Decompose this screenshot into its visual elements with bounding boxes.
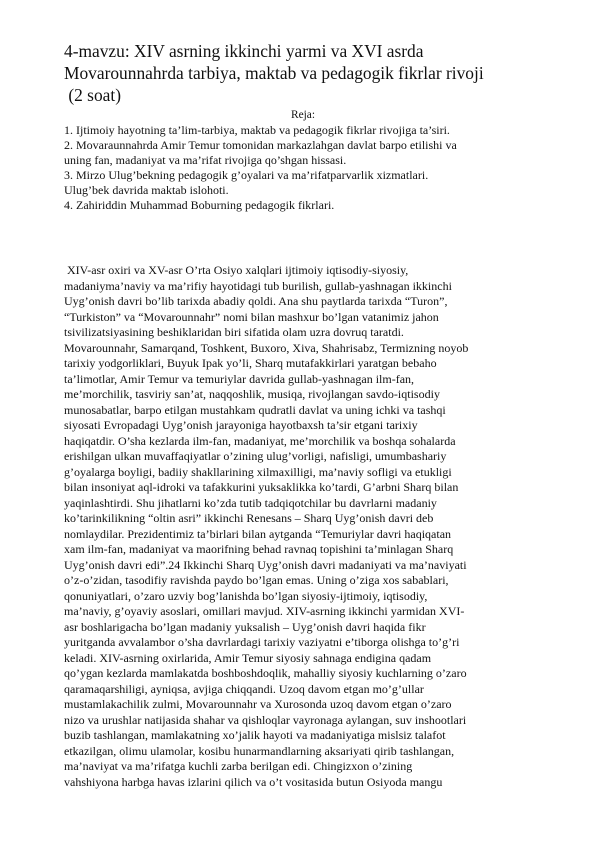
body-line: tsivilizatsiyasining beshiklaridan biri sifatida olam uzra dovruq taratdi. bbox=[64, 325, 404, 339]
body-line: erishilgan ulkan muvaffaqiyatlar o’zining ulug’vorligi, nafisligi, umumbashariy bbox=[64, 449, 447, 463]
body-line: buzib tashlangan, mamlakatning xo’jalik hayoti va madaniyatiga mislsiz talafot bbox=[64, 728, 446, 742]
body-line: vahshiyona harbga havas izlarini qilich va o’t vositasida butun Osiyoda mangu bbox=[64, 774, 443, 789]
body-line: nizo va urushlar natijasida shahar va qishloqlar vayronaga aylangan, suv inshootlari bbox=[64, 712, 467, 727]
title-line-1: 4-mavzu: XIV asrning ikkinchi yarmi va XVI asrda bbox=[64, 41, 424, 61]
body-line: mustamlakachilik zulmi, Movarounnahr va Xurosonda uzoq davom etgan o’zaro bbox=[64, 697, 452, 711]
body-line: nomlaydilar. Prezidentimiz ta’birlari bilan aytganda “Temuriylar davri haqiqatan bbox=[64, 526, 452, 541]
plan-line: uning fan, madaniyat va ma’rifat rivojiga qo’shgan hissasi. bbox=[64, 153, 347, 168]
body-line: Uyg’onish davri bo’lib tarixda abadiy qoldi. Ana shu paytlarda tarixda “Turon”, bbox=[64, 294, 448, 308]
plan-heading: Reja: bbox=[290, 109, 316, 121]
body-line: ta’limotlar, Amir Temur va temuriylar davrida gullab-yashnagan ilm-fan, bbox=[64, 371, 415, 386]
body-line: o’z-o’zidan, tasodifiy ravishda paydo bo’lgan emas. Uning o’ziga xos sabablari, bbox=[64, 573, 449, 587]
body-line: ko’tarinkilikning “oltin asri” ikkinchi Renesans – Sharq Uyg’onish davri deb bbox=[64, 511, 434, 525]
plan-line: 2. Movaraunnahrda Amir Temur tomonidan markazlahgan davlat barpo etilishi va bbox=[64, 138, 457, 153]
title-line-3: (2 soat) bbox=[64, 85, 121, 105]
body-line: haqiqatdir. O’sha kezlarda ilm-fan, madaniyat, me’morchilik va boshqa sohalarda bbox=[64, 433, 456, 448]
body-line: munosabatlar, barpo etilgan mustahkam qudratli davlat va uning ichki va tashqi bbox=[64, 402, 446, 417]
body-line: XIV-asr oxiri va XV-asr O’rta Osiyo xalqlari ijtimoiy iqtisodiy-siyosiy, bbox=[64, 263, 409, 277]
body-line: qonuniyatlari, o’zaro uzviy bog’lanishda bo’lgan siyosiy-ijtimoiy, iqtisodiy, bbox=[64, 588, 428, 603]
body-line: Uyg’onish davri edi”.24 Ikkinchi Sharq Uyg’onish davri madaniyati va ma’naviyati bbox=[64, 557, 467, 572]
body-line: bilan insoniyat aql-idroki va tafakkurini yuksaklikka ko’tardi, G’arbni Sharq bilan bbox=[64, 480, 459, 494]
body-line: etkazilgan, olimu ulamolar, kosibu hunarmandlarning aksariyati qirib tashlangan, bbox=[64, 743, 455, 758]
body-line: g’oyalarga boyligi, badiiy shakllarining xilmaxilligi, ma’naviy sofligi va etukligi bbox=[64, 464, 452, 479]
body-line: yuritganda avvalambor o’sha davrlardagi tarixiy vaziyatni e’tiborga olishga to’g’ri bbox=[64, 635, 460, 649]
plan-line: 4. Zahiriddin Muhammad Boburning pedagogik fikrlari. bbox=[64, 198, 335, 213]
body-line: ma’naviyat va ma’rifatga kuchli zarba berilgan edi. Chingizxon o’zining bbox=[64, 759, 413, 773]
title-line-2: Movarounnahrda tarbiya, maktab va pedagogik fikrlar rivoji bbox=[64, 63, 484, 83]
body-line: tarixiy yodgorliklari, Buyuk Ipak yo’li, Sharq mutafakkirlari yaratgan bebaho bbox=[64, 356, 437, 370]
body-line: xam ilm-fan, madaniyat va maorifning behad ravnaq topishini ta’minlagan Sharq bbox=[64, 542, 454, 556]
body-line: “Turkiston” va “Movarounnahr” nomi bilan mashxur bo’lgan vatanimiz jahon bbox=[64, 309, 439, 324]
body-line: asr boshlarigacha bo’lgan madaniy yuksalish – Uyg’onish davri haqida fikr bbox=[64, 619, 426, 634]
body-line: ma’naviy, g’oyaviy asoslari, omillari mavjud. XIV-asrning ikkinchi yarmidan XVI- bbox=[64, 604, 465, 618]
plan-line: 3. Mirzo Ulug’bekning pedagogik g’oyalari va ma’rifatparvarlik xizmatlari. bbox=[64, 168, 429, 183]
plan-list bbox=[64, 123, 544, 214]
page-title bbox=[64, 40, 544, 106]
plan-line: Ulug’bek davrida maktab islohoti. bbox=[64, 183, 229, 198]
plan-line: 1. Ijtimoiy hayotning ta’lim-tarbiya, maktab va pedagogik fikrlar rivojiga ta’siri. bbox=[64, 123, 450, 137]
body-paragraph bbox=[64, 263, 544, 790]
body-line: siyosati Evropadagi Uyg’onish jarayoniga hayotbaxsh ta’sir etgani tarixiy bbox=[64, 418, 418, 432]
body-line: madaniyma’naviy va ma’rifiy hayotidagi tub burilish, gullab-yashnagan ikkinchi bbox=[64, 278, 452, 293]
body-line: qaramaqarshiligi, ayniqsa, avjiga chiqqandi. Uzoq davom etgan mo’g’ullar bbox=[64, 681, 424, 696]
body-line: me’morchilik, tasviriy san’at, naqqoshlik, musiqa, rivojlangan savdo-iqtisodiy bbox=[64, 387, 440, 401]
body-line: qo’ygan kezlarda mamlakatda boshboshdoqlik, mahalliy siyosiy kuchlarning o’zaro bbox=[64, 666, 467, 680]
body-line: keladi. XIV-asrning oxirlarida, Amir Temur siyosiy sahnaga endigina qadam bbox=[64, 650, 432, 665]
body-line: Movarounnahr, Samarqand, Toshkent, Buxoro, Xiva, Shahrisabz, Termizning noyob bbox=[64, 340, 469, 355]
body-line: yaqinlashtirdi. Shu jihatlarni ko’zda tutib tadqiqotchilar bu davrlarni madaniy bbox=[64, 495, 437, 510]
